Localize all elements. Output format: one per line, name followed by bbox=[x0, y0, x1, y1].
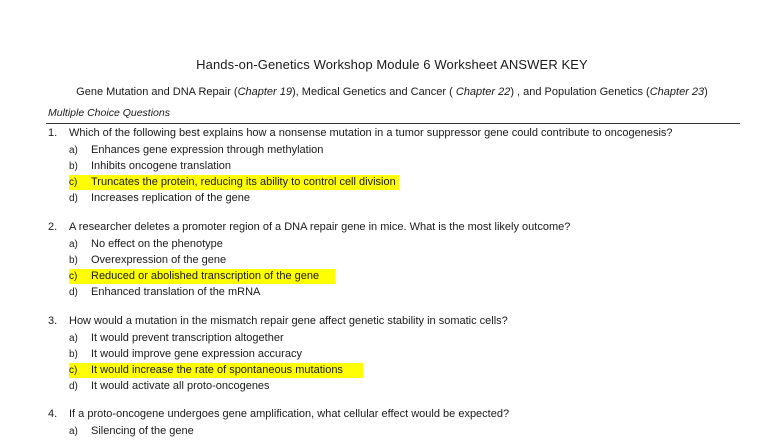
option-text: It would increase the rate of spontaneous mutations bbox=[91, 364, 343, 376]
option-letter: c) bbox=[69, 271, 78, 282]
section-divider bbox=[46, 123, 740, 124]
option-letter: b) bbox=[69, 255, 78, 266]
option-text: Increases replication of the gene bbox=[91, 192, 250, 204]
subtitle-chapter-19: Chapter 19 bbox=[237, 86, 293, 98]
option-text: Overexpression of the gene bbox=[91, 254, 227, 266]
option-letter: c) bbox=[69, 365, 78, 376]
option-text: Silencing of the gene bbox=[91, 425, 194, 437]
option-letter: a) bbox=[69, 426, 78, 437]
subtitle-chapter-22: Chapter 22 bbox=[455, 86, 511, 98]
subtitle-part-2: ), Medical Genetics and Cancer ( bbox=[292, 86, 456, 98]
option-text: Inhibits oncogene translation bbox=[91, 160, 232, 172]
question-number: 1. bbox=[48, 127, 58, 139]
question-number: 3. bbox=[48, 315, 58, 327]
option-letter: a) bbox=[69, 239, 78, 250]
question-text: Which of the following best explains how a nonsense mutation in a tumor suppressor gene could contribute to oncogenesis? bbox=[69, 127, 673, 139]
page-title: Hands-on-Genetics Workshop Module 6 Worksheet ANSWER KEY bbox=[196, 57, 588, 72]
option-letter: a) bbox=[69, 145, 78, 156]
option-text: Enhances gene expression through methylation bbox=[91, 144, 324, 156]
option-letter: d) bbox=[69, 381, 78, 392]
option-text: Enhanced translation of the mRNA bbox=[91, 286, 261, 298]
subtitle-chapter-23: Chapter 23 bbox=[649, 86, 705, 98]
option-letter: b) bbox=[69, 349, 78, 360]
option-text: No effect on the phenotype bbox=[91, 238, 223, 250]
option-text: It would improve gene expression accuracy bbox=[91, 348, 302, 360]
option-text: Reduced or abolished transcription of the gene bbox=[91, 270, 320, 282]
question-text: If a proto-oncogene undergoes gene amplification, what cellular effect would be expected? bbox=[69, 408, 510, 420]
section-heading: Multiple Choice Questions bbox=[48, 107, 170, 119]
option-text: It would activate all proto-oncogenes bbox=[91, 380, 270, 392]
option-letter: d) bbox=[69, 193, 78, 204]
option-text: It would prevent transcription altogether bbox=[91, 332, 284, 344]
option-letter: d) bbox=[69, 287, 78, 298]
subtitle-part-1: Gene Mutation and DNA Repair ( bbox=[76, 86, 238, 98]
question-number: 2. bbox=[48, 221, 58, 233]
option-letter: c) bbox=[69, 177, 78, 188]
subtitle-part-4: ) bbox=[704, 86, 708, 98]
option-letter: a) bbox=[69, 333, 78, 344]
question-text: A researcher deletes a promoter region of a DNA repair gene in mice. What is the most likely outcome? bbox=[69, 221, 571, 233]
option-letter: b) bbox=[69, 161, 78, 172]
question-number: 4. bbox=[48, 408, 58, 420]
option-text: Truncates the protein, reducing its ability to control cell division bbox=[91, 176, 396, 188]
subtitle-part-3: ) , and Population Genetics ( bbox=[510, 86, 650, 98]
page-subtitle bbox=[0, 86, 784, 98]
question-text: How would a mutation in the mismatch repair gene affect genetic stability in somatic cells? bbox=[69, 315, 508, 327]
